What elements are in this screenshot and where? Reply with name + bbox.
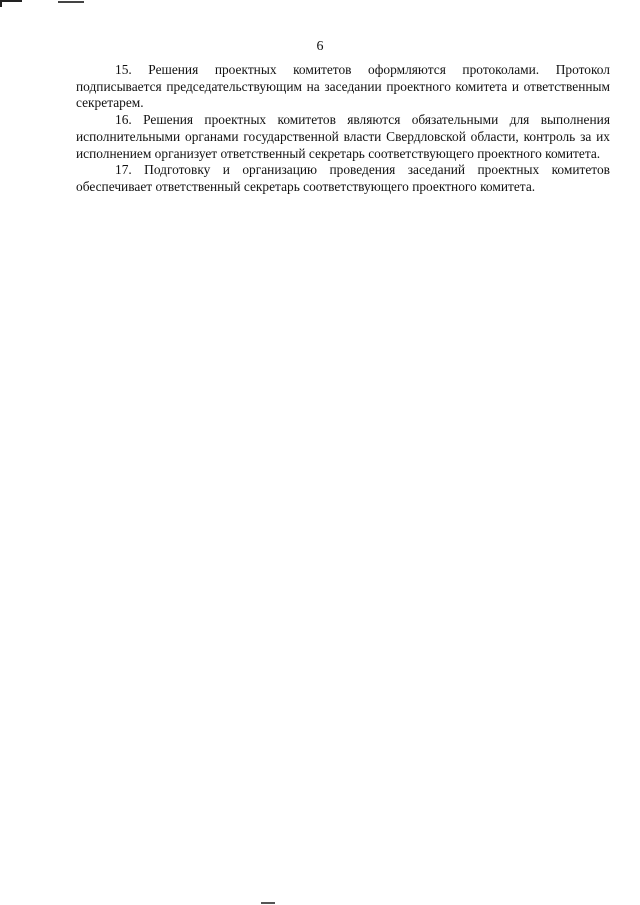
paragraph-17: 17. Подготовку и организацию проведения заседаний проектных комитетов обеспечивает ответственный секретарь соответствующего проектного комитета. xyxy=(76,162,610,194)
paragraph-15: 15. Решения проектных комитетов оформляются протоколами. Протокол подписывается председательствующим на заседании проектного комитета и ответственным секретарем. xyxy=(76,62,610,111)
page-number: 6 xyxy=(316,39,324,54)
scan-edge-mark-bottom xyxy=(261,902,275,904)
paragraph-16: 16. Решения проектных комитетов являются обязательными для выполнения исполнительными органами государственной власти Свердловской области, контроль за их исполнением организует ответственный секретарь соответствующего проектного комитета. xyxy=(76,112,610,161)
scan-edge-line xyxy=(0,0,22,2)
scan-edge-mark-top xyxy=(0,0,90,8)
scan-edge-line xyxy=(58,1,84,3)
document-body xyxy=(76,62,610,196)
